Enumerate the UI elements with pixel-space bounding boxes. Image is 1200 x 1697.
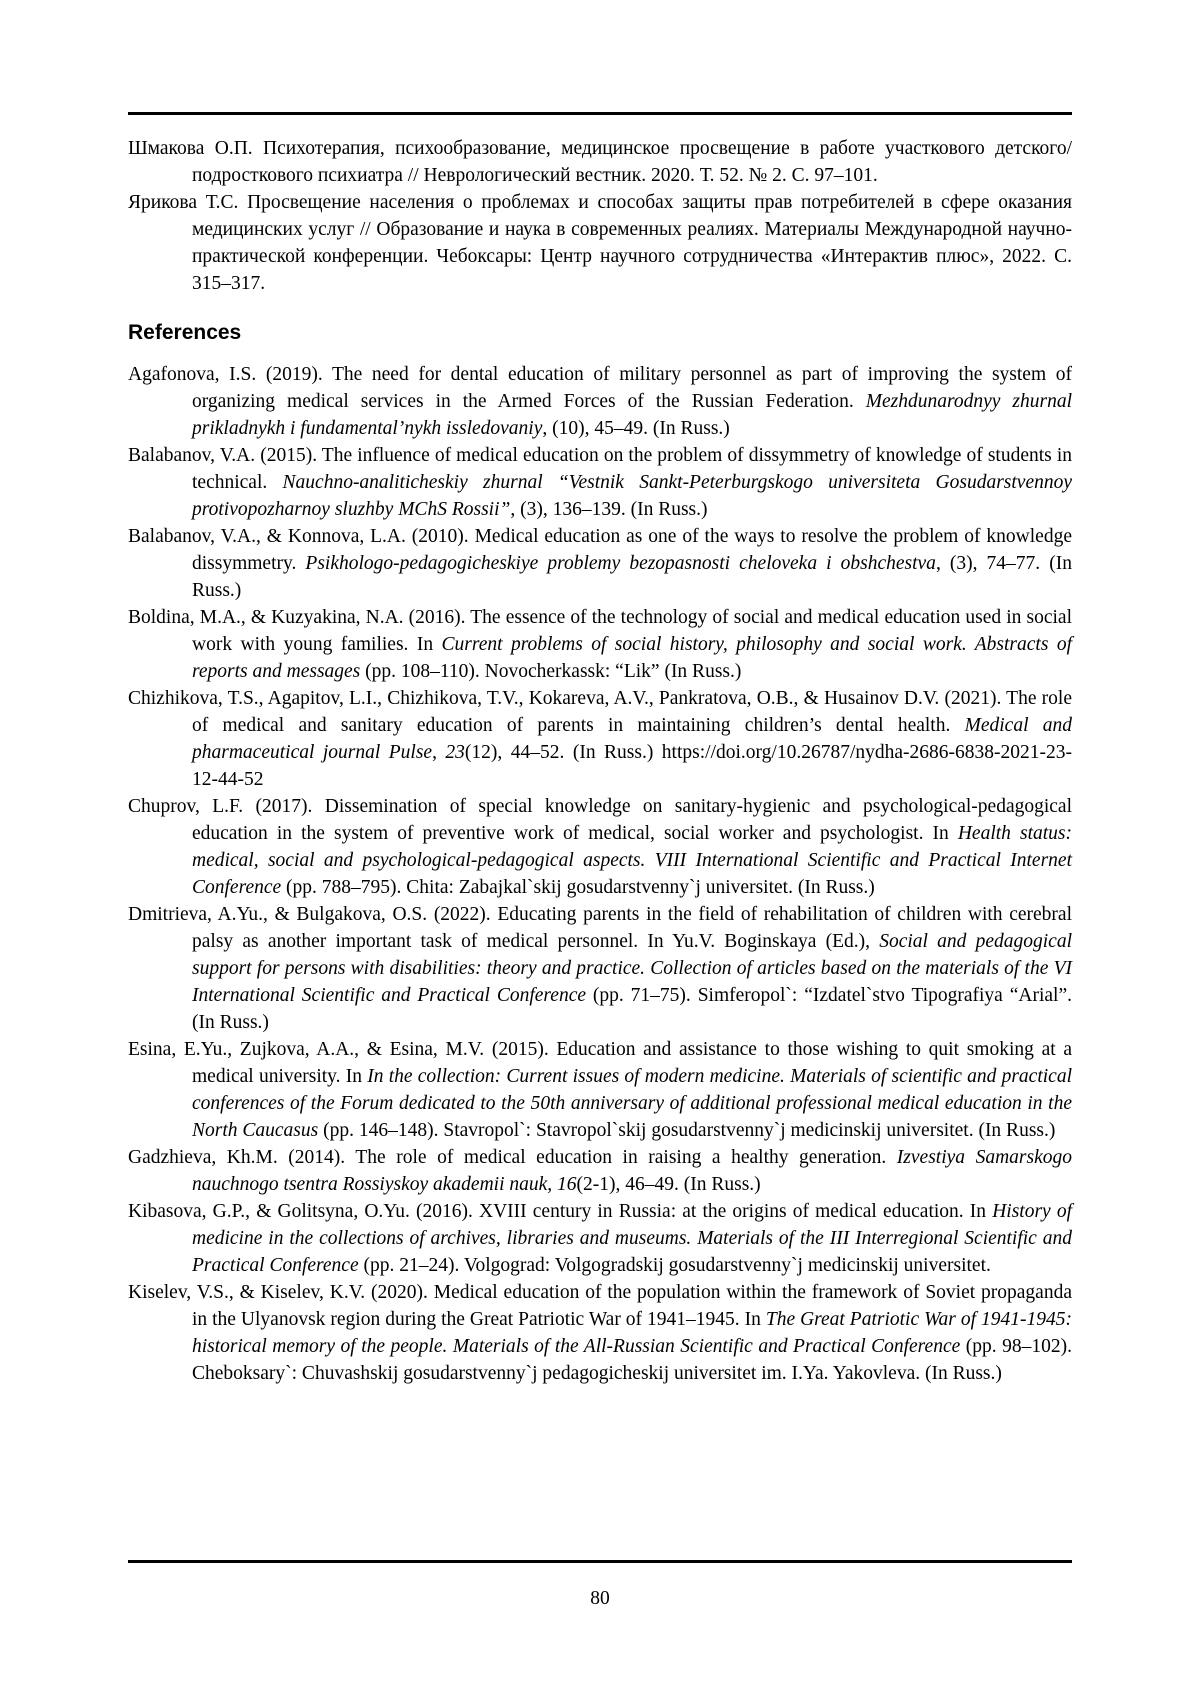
reference-title-italic: In the collection: Current issues of modern medicine. Materials of scientific and practical conferences of the Forum dedicated to the 50th anniversary of additional professional medical education in the North Caucasus (192, 1066, 1072, 1141)
reference-text: (pp. 108–110). Novocherkassk: “Lik” (In Russ.) (360, 661, 742, 682)
russian-reference-list (128, 135, 1072, 297)
reference-entry (128, 442, 1072, 523)
reference-title-italic: Current problems of social history, philosophy and social work. Abstracts of reports and messages (192, 634, 1072, 682)
reference-text: Ярикова Т.С. Просвещение населения о проблемах и способах защиты прав потребителей в сфере оказания медицинских услуг // Образование и наука в современных реалиях. Материалы Международной научно-практической конференции. Чебоксары: Центр научного сотрудничества «Интерактив плюс», 2022. С. 315–317. (128, 192, 1072, 294)
reference-text: Chuprov, L.F. (2017). Dissemination of special knowledge on sanitary-hygienic and psychological-pedagogical education in the system of preventive work of medical, social worker and psychologist. In (128, 796, 1072, 844)
reference-text: Gadzhieva, Kh.M. (2014). The role of medical education in raising a healthy generation. (128, 1147, 897, 1168)
reference-entry (128, 361, 1072, 442)
reference-entry (128, 523, 1072, 604)
reference-title-italic: Social and pedagogical support for persons with disabilities: theory and practice. Collection of articles based on the materials of the VI International Scientific and Practical Conference (192, 931, 1072, 1006)
reference-title-italic: 23 (445, 742, 465, 763)
reference-text: , (10), 45–49. (In Russ.) (542, 418, 730, 439)
reference-title-italic: Medical and pharmaceutical journal Pulse (192, 715, 1073, 763)
english-reference-list (128, 361, 1072, 1387)
reference-title-italic: Health status: medical, social and psychological-pedagogical aspects. VIII International Scientific and Practical Internet Conference (192, 823, 1072, 898)
reference-text: (pp. 788–795). Chita: Zabajkal`skij gosudarstvenny`j universitet. (In Russ.) (281, 877, 875, 898)
reference-entry (128, 685, 1072, 793)
reference-text: (pp. 71–75). Simferopol`: “Izdatel`stvo Tipografiya “Arial”. (In Russ.) (192, 985, 1072, 1033)
reference-text: Esina, E.Yu., Zujkova, A.A., & Esina, M.V. (2015). Education and assistance to those wishing to quit smoking at a medical university. In (128, 1039, 1072, 1087)
reference-entry (128, 901, 1072, 1036)
reference-text: (12), 44–52. (In Russ.) https://doi.org/10.26787/nydha-2686-6838-2021-23-12-44-52 (192, 742, 1073, 790)
reference-text: (pp. 98–102). Cheboksary`: Chuvashskij gosudarstvenny`j pedagogicheskij universitet im. I.Ya. Yakovleva. (In Russ.) (192, 1336, 1072, 1384)
page-number: 80 (590, 1588, 610, 1609)
reference-title-italic: The Great Patriotic War of 1941-1945: historical memory of the people. Materials of the All-Russian Scientific and Practical Conference (192, 1309, 1072, 1357)
reference-text: Dmitrieva, A.Yu., & Bulgakova, O.S. (2022). Educating parents in the field of rehabilitation of children with cerebral palsy as another important task of medical personnel. In Yu.V. Boginskaya (Ed.), (128, 904, 1072, 952)
reference-text: Kibasova, G.P., & Golitsyna, O.Yu. (2016). XVIII century in Russia: at the origins of medical education. In (128, 1201, 993, 1222)
top-rule (128, 112, 1072, 115)
reference-entry (128, 135, 1072, 189)
reference-entry (128, 1279, 1072, 1387)
bottom-rule (128, 1560, 1072, 1563)
references-heading: References (128, 321, 242, 344)
reference-text: (pp. 146–148). Stavropol`: Stavropol`skij gosudarstvenny`j medicinskij universitet. (In Russ.) (318, 1120, 1056, 1141)
reference-entry (128, 189, 1072, 297)
reference-text: Kiselev, V.S., & Kiselev, K.V. (2020). Medical education of the population within the framework of Soviet propaganda in the Ulyanovsk region during the Great Patriotic War of 1941–1945. In (128, 1282, 1072, 1330)
reference-entry (128, 604, 1072, 685)
reference-text: Balabanov, V.A., & Konnova, L.A. (2010). Medical education as one of the ways to resolve the problem of knowledge dissymmetry. (128, 526, 1072, 574)
reference-title-italic: Psikhologo-pedagogicheskiye problemy bezopasnosti cheloveka i obshchestva (305, 553, 936, 574)
reference-title-italic: Izvestiya Samarskogo nauchnogo tsentra Rossiyskoy akademii nauk, 16 (192, 1147, 1072, 1195)
reference-text: Boldina, M.A., & Kuzyakina, N.A. (2016). The essence of the technology of social and medical education used in social work with young families. In (128, 607, 1072, 655)
reference-entry (128, 793, 1072, 901)
reference-entry (128, 1144, 1072, 1198)
reference-text: , (3), 136–139. (In Russ.) (510, 499, 708, 520)
reference-text: (2-1), 46–49. (In Russ.) (576, 1174, 761, 1195)
reference-text: Шмакова О.П. Психотерапия, психообразование, медицинское просвещение в работе участкового детского/подросткового психиатра // Неврологический вестник. 2020. Т. 52. № 2. С. 97–101. (128, 138, 1072, 186)
reference-text: Chizhikova, T.S., Agapitov, L.I., Chizhikova, T.V., Kokareva, A.V., Pankratova, O.B., & Husainov D.V. (2021). The role of medical and sanitary education of parents in maintaining children’s dental health. (128, 688, 1072, 736)
reference-title-italic: History of medicine in the collections of archives, libraries and museums. Materials of the III Interregional Scientific and Practical Conference (192, 1201, 1072, 1276)
reference-entry (128, 1036, 1072, 1144)
reference-text: Agafonova, I.S. (2019). The need for dental education of military personnel as part of improving the system of organizing medical services in the Armed Forces of the Russian Federation. (128, 364, 1072, 412)
reference-text: (pp. 21–24). Volgograd: Volgogradskij gosudarstvenny`j medicinskij universitet. (358, 1255, 991, 1276)
reference-text: , (432, 742, 446, 763)
reference-entry (128, 1198, 1072, 1279)
reference-text: Balabanov, V.A. (2015). The influence of medical education on the problem of dissymmetry of knowledge of students in technical. (128, 445, 1072, 493)
reference-text: , (3), 74–77. (In Russ.) (192, 553, 1072, 601)
reference-title-italic: Nauchno-analiticheskiy zhurnal “Vestnik Sankt-Peterburgskogo universiteta Gosudarstvennoy protivopozharnoy sluzhby MChS Rossii” (192, 472, 1072, 520)
reference-title-italic: Mezhdunarodnyy zhurnal prikladnykh i fundamental’nykh issledovaniy (192, 391, 1072, 439)
